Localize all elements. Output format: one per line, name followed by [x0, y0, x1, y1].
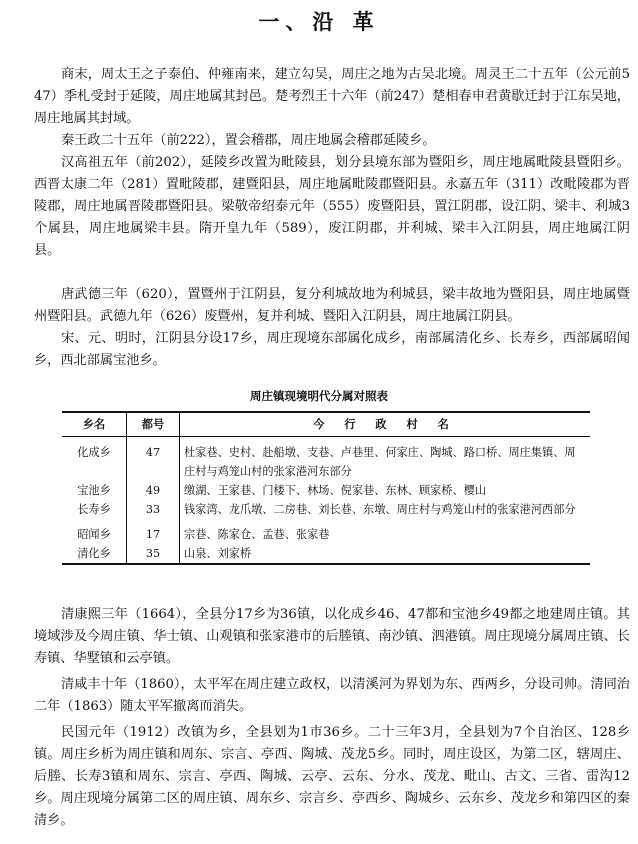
du-number: 49 [127, 481, 180, 500]
header-du-number: 都号 [127, 412, 180, 437]
du-number: 35 [127, 544, 180, 564]
village-list: 山泉、刘家桥 [180, 544, 591, 564]
comparison-table [62, 411, 590, 565]
township-name: 昭闻乡 [77, 528, 111, 541]
table-row [62, 544, 590, 564]
village-list: 宗巷、陈家仓、孟巷、张家巷 [180, 525, 591, 544]
header-villages: 今 行 政 村 名 [180, 412, 591, 437]
paragraph-song-yuan-ming: 宋、元、明时，江阴县分设17乡，周庄现境东部属化成乡，南部属清化乡、长寿乡，西部属昭闻乡，西北部属宝池乡。 [34, 331, 630, 368]
section-title: 一、沿 革 [258, 9, 380, 34]
township-name: 化成乡 [77, 446, 111, 459]
paragraph-han-jin-liang-sui: 汉高祖五年（前202），延陵乡改置为毗陵县，划分县境东部为暨阳乡，周庄地属毗陵县暨阳乡。西晋太康二年（281）置毗陵郡，建暨阳县，周庄地属毗陵郡暨阳县。永嘉五年（311）改毗陵郡为晋陵郡，周庄地属晋陵郡暨阳县。梁敬帝绍泰元年（555）废暨阳县，置江阴郡，设江阴、梁丰、利城3个属县，周庄地属梁丰县。隋开皇九年（589），废江阴郡，并利城、梁丰入江阴县，周庄地属江阴县。 [34, 155, 630, 258]
header-township: 乡名 [62, 412, 127, 437]
paragraph-tang: 唐武德三年（620），置暨州于江阴县，复分利城故地为利城县，梁丰故地为暨阳县，周庄地属暨州暨阳县。武德九年（626）废暨州，复并利城、暨阳入江阴县，周庄地属江阴县。 [34, 287, 630, 324]
township-name: 清化乡 [77, 547, 111, 560]
table-title: 周庄镇现境明代分属对照表 [250, 389, 388, 403]
township-name: 宝池乡 [77, 484, 111, 497]
du-number: 33 [127, 500, 180, 519]
paragraph-qin: 秦王政二十五年（前222），置会稽郡，周庄地属会稽郡延陵乡。 [61, 133, 436, 148]
table-row [62, 525, 590, 544]
table-header-row [62, 412, 590, 437]
table-row [62, 500, 590, 519]
table-row [62, 443, 590, 481]
village-list: 杜家巷、史村、赴船墩、支巷、卢巷里、何家庄、陶城、路口桥、周庄集镇、周庄村与鸡笼山村的张家港河东部分 [180, 443, 591, 481]
table-row [62, 481, 590, 500]
township-name: 长寿乡 [77, 503, 111, 516]
paragraph-minguo: 民国元年（1912）改镇为乡，全县划为1市36乡。二十三年3月，全县划为7个自治区、128乡镇。周庄乡析为周庄镇和周东、宗言、亭西、陶城、茂龙5乡。同时，周庄设区，为第二区，辖周庄、后塍、长寿3镇和周东、宗言、亭西、陶城、云亭、云东、分水、茂龙、毗山、古文、三省、雷沟12乡。周庄现境分属第二区的周庄镇、周东乡、宗言乡、亭西乡、陶城乡、云东乡、茂龙乡和第四区的秦清乡。 [34, 725, 630, 828]
paragraph-qing-xianfeng: 清咸丰十年（1860），太平军在周庄建立政权，以清溪河为界划为东、西两乡，分设司帅。清同治二年（1863）随太平军撤离而消失。 [34, 677, 630, 714]
village-list: 缴湖、王家巷、门楼下、林场、倪家巷、东林、顾家桥、樱山 [180, 481, 591, 500]
paragraph-shang-zhou: 商末，周太王之子泰伯、仲雍南来，建立勾吴，周庄之地为古吴北境。周灵王二十五年（公元前547）季札受封于延陵，周庄地属其封邑。楚考烈王十六年（前247）楚相春申君黄歇迁封于江东吴地，周庄地属其封域。 [34, 67, 630, 126]
paragraph-qing-kangxi: 清康熙三年（1664），全县分17乡为36镇，以化成乡46、47都和宝池乡49都之地建周庄镇。其境域涉及今周庄镇、华士镇、山观镇和张家港市的后塍镇、南沙镇、泗港镇。周庄现境分属周庄镇、长寿镇、华墅镇和云亭镇。 [34, 607, 630, 666]
village-list: 钱家湾、龙爪墩、二房巷、刘长巷、东墩、周庄村与鸡笼山村的张家港河西部分 [180, 500, 591, 519]
du-number: 17 [127, 525, 180, 544]
du-number: 47 [127, 443, 180, 481]
